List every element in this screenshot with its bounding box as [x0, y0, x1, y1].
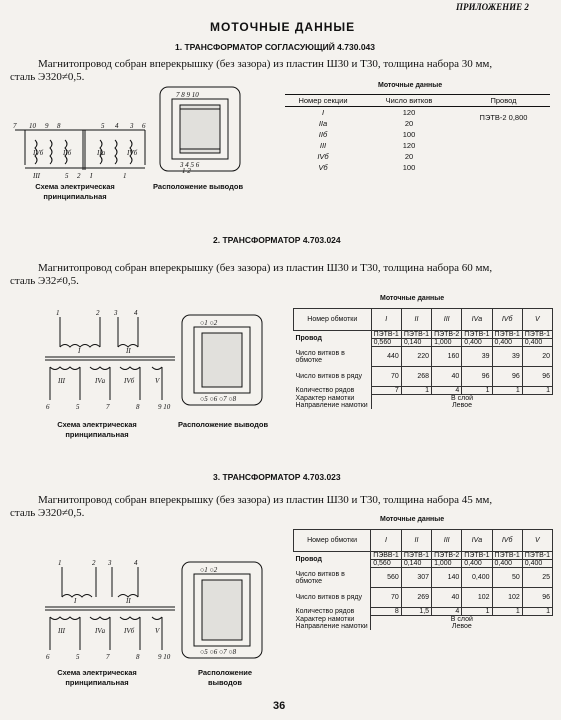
section-2-text2: сталь Э32≠0,5.	[10, 275, 79, 287]
section-3-table: Номер обмотки I II III IVа IVб V Провод ПЭВВ-1 ПЭТВ-1 ПЭТВ-2 ПЭТВ-1 ПЭТВ-1 ПЭТВ-1 0,560 0,140 1,000 0,400 0,400 0,400 Число витков в обмотке 560 307 140 0,400 50 25 Число витков в ряду 70 269 40 102 102 96 Количество рядов 8 1,5 4 1 1 1 Характер намотки В слой Направление намотки Левое	[293, 529, 553, 630]
col-winding: Номер обмотки	[294, 309, 372, 331]
svg-text:4: 4	[134, 309, 138, 317]
table-row: Число витков в ряду 70 268 40 96 96 96	[294, 367, 553, 387]
table-row: IVб 20	[317, 152, 414, 161]
svg-text:7: 7	[13, 122, 17, 130]
svg-text:3: 3	[130, 122, 134, 130]
col-turns: Число витков	[385, 96, 433, 105]
section-2-table: Номер обмотки I II III IVа IVб V Провод ПЭТВ-1 ПЭТВ-1 ПЭТВ-2 ПЭТВ-1 ПЭТВ-1 ПЭТВ-1 0,560 0,140 1,000 0,400 0,400 0,400 Число витков в обмотке 440 220 160 39 39 20 Число витков в ряду 70 268 40 96 96 96 Количество рядов 7 1 4 1 1 1 Характер намотки В слой Направление намотки Левое	[293, 308, 553, 409]
col-wire: Провод	[490, 96, 517, 105]
section-1-text: Магнитопровод собран вперекрышку (без зазора) из пластин Ш30 и Т30, толщина набора 30 мм,	[38, 58, 493, 70]
svg-text:I: I	[90, 172, 93, 180]
svg-text:5: 5	[76, 653, 80, 661]
table-row: IIб 100	[318, 130, 416, 139]
section-3-text2: сталь Э320≠0,5.	[10, 507, 85, 519]
section-2-text: Магнитопровод собран вперекрышку (без зазора) из пластин Ш30 и Т30, толщина набора 60 мм,	[38, 262, 493, 274]
svg-text:III: III	[58, 627, 65, 635]
col-winding: Номер обмотки	[294, 530, 371, 552]
svg-text:IVб: IVб	[124, 627, 135, 635]
svg-text:5: 5	[65, 172, 69, 180]
table-row: IIа 20	[318, 119, 414, 128]
section-3-terminal-layout	[180, 560, 265, 660]
svg-text:7: 7	[106, 653, 110, 661]
svg-text:IVб: IVб	[33, 149, 44, 157]
table-row: Количество рядов 8 1,5 4 1 1 1	[294, 608, 553, 616]
section-1-schema-caption: Схема электрическая принципиальная	[35, 182, 115, 201]
svg-text:8: 8	[136, 403, 140, 411]
table-row: Характер намотки В слой	[295, 394, 474, 402]
svg-text:II: II	[126, 597, 131, 605]
section-1-layout-caption: Расположение выводов	[153, 182, 244, 191]
section-2-schematic	[40, 305, 180, 415]
table-row: Направление намотки Левое	[295, 402, 472, 409]
section-1-heading: 1. ТРАНСФОРМАТОР СОГЛАСУЮЩИЙ 4.730.043	[175, 42, 375, 52]
section-3-heading: 3. ТРАНСФОРМАТОР 4.703.023	[213, 472, 341, 482]
section-3-layout-caption: Расположение выводов	[197, 668, 253, 687]
svg-text:8: 8	[57, 122, 61, 130]
svg-text:6: 6	[142, 122, 146, 130]
section-1-schematic	[5, 100, 155, 180]
table-row: 0,560 0,140 1,000 0,400 0,400 0,400	[294, 560, 553, 568]
svg-text:IVб: IVб	[127, 149, 138, 157]
section-3-text: Магнитопровод собран вперекрышку (без зазора) из пластин Ш30 и Т30, толщина набора 45 мм,	[38, 494, 493, 506]
section-2-schema-caption: Схема электрическая принципиальная	[57, 420, 137, 439]
table-row: III 120	[319, 141, 416, 150]
table-row: Количество рядов 7 1 4 1 1 1	[294, 387, 553, 395]
svg-text:3 4 5 6: 3 4 5 6	[180, 161, 200, 169]
section-1-text2: сталь Э320≠0,5.	[10, 71, 85, 83]
svg-text:10: 10	[29, 122, 36, 130]
appendix-label: ПРИЛОЖЕНИЕ 2	[456, 2, 529, 12]
table-row: Провод ПЭВВ-1 ПЭТВ-1 ПЭТВ-2 ПЭТВ-1 ПЭТВ-1 ПЭТВ-1	[294, 552, 553, 560]
table-row: Характер намотки В слой	[295, 615, 473, 623]
svg-text:9 10: 9 10	[158, 653, 171, 661]
svg-text:3: 3	[108, 559, 112, 567]
svg-text:5: 5	[76, 403, 80, 411]
svg-text:IVа: IVа	[95, 377, 106, 385]
section-2-table-title: Моточные данные	[380, 295, 445, 302]
svg-text:II: II	[126, 347, 131, 355]
svg-text:III: III	[58, 377, 65, 385]
svg-text:6: 6	[46, 403, 50, 411]
svg-text:IIб: IIб	[63, 149, 72, 157]
svg-text:3: 3	[114, 309, 118, 317]
col-section: Номер секции	[298, 96, 348, 105]
svg-text:5: 5	[101, 122, 105, 130]
svg-text:○5 ○6 ○7 ○8: ○5 ○6 ○7 ○8	[200, 648, 237, 656]
svg-text:I: I	[78, 347, 81, 355]
svg-text:8: 8	[136, 653, 140, 661]
svg-text:4: 4	[134, 559, 138, 567]
table-row: Vб 100	[318, 163, 416, 172]
svg-text:6: 6	[46, 653, 50, 661]
section-1-table	[285, 94, 550, 173]
section-1-terminal-layout	[158, 85, 243, 175]
svg-text:○5 ○6 ○7 ○8: ○5 ○6 ○7 ○8	[200, 395, 237, 403]
section-2-layout-caption: Расположение выводов	[178, 420, 269, 429]
wire-value: ПЭТВ-2 0,800	[479, 113, 528, 122]
svg-text:○1 ○2: ○1 ○2	[200, 319, 218, 327]
svg-text:V: V	[155, 627, 160, 635]
svg-text:○1 ○2: ○1 ○2	[200, 566, 218, 574]
table-row: Число витков в обмотке 440 220 160 39 39 20	[294, 347, 553, 367]
section-3-schematic	[40, 555, 180, 665]
svg-text:III: III	[33, 172, 40, 180]
table-row: I 120 ПЭТВ-2 0,800	[285, 107, 550, 119]
svg-text:9: 9	[45, 122, 49, 130]
page-title: МОТОЧНЫЕ ДАННЫЕ	[210, 20, 356, 34]
section-1-table-title: Моточные данные	[378, 82, 443, 89]
svg-text:1: 1	[56, 309, 60, 317]
svg-text:7 8 9 10: 7 8 9 10	[176, 91, 199, 99]
svg-text:1 2: 1 2	[182, 167, 191, 175]
svg-text:9 10: 9 10	[158, 403, 171, 411]
table-row: Направление намотки Левое	[295, 623, 472, 630]
svg-text:IVа: IVа	[95, 627, 106, 635]
svg-text:1: 1	[58, 559, 62, 567]
svg-text:V: V	[155, 377, 160, 385]
table-row: Число витков в обмотке 560 307 140 0,400 50 25	[294, 568, 553, 588]
svg-text:IVб: IVб	[124, 377, 135, 385]
section-2-heading: 2. ТРАНСФОРМАТОР 4.703.024	[213, 235, 341, 245]
svg-text:2: 2	[96, 309, 100, 317]
svg-text:7: 7	[106, 403, 110, 411]
section-3-table-title: Моточные данные	[380, 516, 445, 523]
table-row: 0,560 0,140 1,000 0,400 0,400 0,400	[294, 339, 553, 347]
svg-text:2: 2	[92, 559, 96, 567]
table-row: Провод ПЭТВ-1 ПЭТВ-1 ПЭТВ-2 ПЭТВ-1 ПЭТВ-1 ПЭТВ-1	[294, 331, 553, 339]
svg-text:1: 1	[123, 172, 127, 180]
svg-text:2: 2	[77, 172, 81, 180]
svg-text:4: 4	[115, 122, 119, 130]
table-row: Число витков в ряду 70 269 40 102 102 96	[294, 588, 553, 608]
section-2-terminal-layout	[180, 313, 265, 408]
page-number: 36	[273, 700, 286, 712]
svg-text:I: I	[74, 597, 77, 605]
svg-text:IIа: IIа	[97, 149, 106, 157]
section-3-schema-caption: Схема электрическая принципиальная	[57, 668, 137, 687]
